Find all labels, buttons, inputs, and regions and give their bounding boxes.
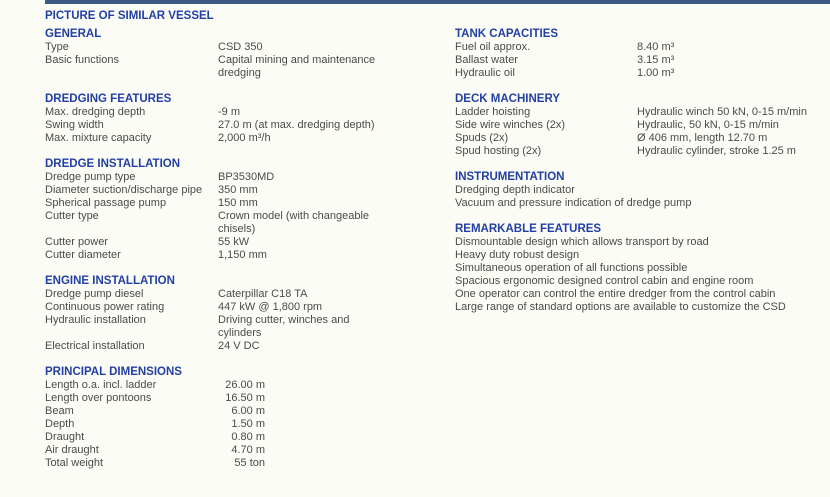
section-heading: REMARKABLE FEATURES [455,223,602,235]
feature-line: Spacious ergonomic designed control cabin and engine room [455,275,754,287]
spec-value: 55 ton [234,457,265,469]
spec-value: 26.00 m [225,379,265,391]
feature-line: Dismountable design which allows transport by road [455,236,709,248]
spec-label: Ballast water [455,54,518,66]
spec-value: 0.80 m [231,431,265,443]
section-dredging-features [45,93,455,145]
spec-label: Electrical installation [45,340,145,352]
spec-value: Crown model (with changeable chisels) [218,210,370,235]
spec-row [455,67,830,80]
spec-label: Type [45,41,69,53]
spec-label: Dredge pump type [45,171,136,183]
spec-value: Capital mining and maintenance dredging [218,54,376,79]
spec-row [45,314,455,340]
spec-value: 350 mm [218,184,258,196]
spec-label: Total weight [45,457,104,469]
columns [45,28,830,483]
spec-row [45,54,455,80]
spec-row [45,301,455,314]
page-title: PICTURE OF SIMILAR VESSEL [45,10,214,22]
feature-line: Heavy duty robust design [455,249,580,261]
spec-label: Max. mixture capacity [45,132,152,144]
spec-row [455,54,830,67]
spec-value: CSD 350 [218,41,263,53]
spec-label: Depth [45,418,75,430]
spec-value: 4.70 m [231,444,265,456]
spec-row [45,457,455,470]
spec-value: 447 kW @ 1,800 rpm [218,301,323,313]
spec-row [455,41,830,54]
spec-label: Ladder hoisting [455,106,531,118]
section-heading: PRINCIPAL DIMENSIONS [45,366,182,378]
spec-value: Hydraulic, 50 kN, 0-15 m/min [637,119,779,131]
spec-value: -9 m [218,106,240,118]
feature-line: Simultaneous operation of all functions possible [455,262,688,274]
spec-value: 1.50 m [231,418,265,430]
spec-row [45,236,455,249]
spec-row [455,106,830,119]
section-instrumentation [455,171,830,210]
spec-label: Spud hosting (2x) [455,145,542,157]
spec-value: 2,000 m³/h [218,132,271,144]
spec-value: 8.40 m³ [637,41,675,53]
spec-label: Max. dredging depth [45,106,146,118]
left-column [45,28,455,483]
spec-row [45,106,455,119]
spec-row [45,210,455,236]
spec-value: 1.00 m³ [637,67,675,79]
section-heading: DREDGE INSTALLATION [45,158,181,170]
spec-value: 27.0 m (at max. dredging depth) [218,119,375,131]
section-heading: DREDGING FEATURES [45,93,172,105]
spec-label: Cutter diameter [45,249,121,261]
spec-label: Basic functions [45,54,119,66]
spec-label: Fuel oil approx. [455,41,531,53]
spec-row [455,119,830,132]
spec-value: 6.00 m [231,405,265,417]
spec-value: 16.50 m [225,392,265,404]
section-general [45,28,455,80]
spec-label: Diameter suction/discharge pipe [45,184,203,196]
section-engine-installation [45,275,455,353]
spec-value: 55 kW [218,236,250,248]
section-heading: GENERAL [45,28,102,40]
section-heading: TANK CAPACITIES [455,28,559,40]
section-remarkable-features [455,223,830,314]
section-heading: ENGINE INSTALLATION [45,275,175,287]
spec-row [45,405,455,418]
feature-line: Large range of standard options are available to customize the CSD [455,301,786,313]
spec-label: Continuous power rating [45,301,165,313]
spec-label: Spherical passage pump [45,197,167,209]
right-column [455,28,830,327]
spec-row [45,41,455,54]
spec-value: 24 V DC [218,340,260,352]
spec-label: Cutter type [45,210,99,222]
spec-row [45,340,455,353]
spec-value: Hydraulic cylinder, stroke 1.25 m [637,145,796,157]
spec-label: Beam [45,405,74,417]
spec-label: Length o.a. incl. ladder [45,379,157,391]
spec-label: Draught [45,431,85,443]
spec-value: 1,150 mm [218,249,267,261]
section-heading: INSTRUMENTATION [455,171,565,183]
spec-row [45,171,455,184]
spec-label: Swing width [45,119,104,131]
spec-row [45,132,455,145]
spec-label: Side wire winches (2x) [455,119,566,131]
spec-label: Cutter power [45,236,108,248]
top-divider-bar [45,0,830,4]
spec-row [45,249,455,262]
feature-line: Dredging depth indicator [455,184,575,196]
spec-label: Air draught [45,444,99,456]
spec-row [45,197,455,210]
spec-row [45,119,455,132]
spec-value: Ø 406 mm, length 12.70 m [637,132,768,144]
section-tank-capacities [455,28,830,80]
spec-value: 150 mm [218,197,258,209]
spec-row [45,418,455,431]
spec-row [45,431,455,444]
spec-sheet [45,10,830,483]
section-deck-machinery [455,93,830,158]
section-heading: DECK MACHINERY [455,93,560,105]
spec-label: Length over pontoons [45,392,152,404]
spec-value: Hydraulic winch 50 kN, 0-15 m/min [637,106,807,118]
spec-row [455,145,830,158]
section-dredge-installation [45,158,455,262]
spec-label: Hydraulic installation [45,314,146,326]
spec-label: Hydraulic oil [455,67,515,79]
spec-row [455,132,830,145]
spec-label: Spuds (2x) [455,132,509,144]
spec-row [45,184,455,197]
spec-value: BP3530MD [218,171,275,183]
spec-row [45,379,455,392]
spec-label: Dredge pump diesel [45,288,144,300]
spec-row [45,288,455,301]
spec-row [45,392,455,405]
spec-value: 3.15 m³ [637,54,675,66]
feature-line: Vacuum and pressure indication of dredge pump [455,197,692,209]
spec-value: Driving cutter, winches and cylinders [218,314,350,339]
spec-row [45,444,455,457]
feature-line: One operator can control the entire dredger from the control cabin [455,288,776,300]
spec-value: Caterpillar C18 TA [218,288,308,300]
section-principal-dimensions [45,366,455,470]
